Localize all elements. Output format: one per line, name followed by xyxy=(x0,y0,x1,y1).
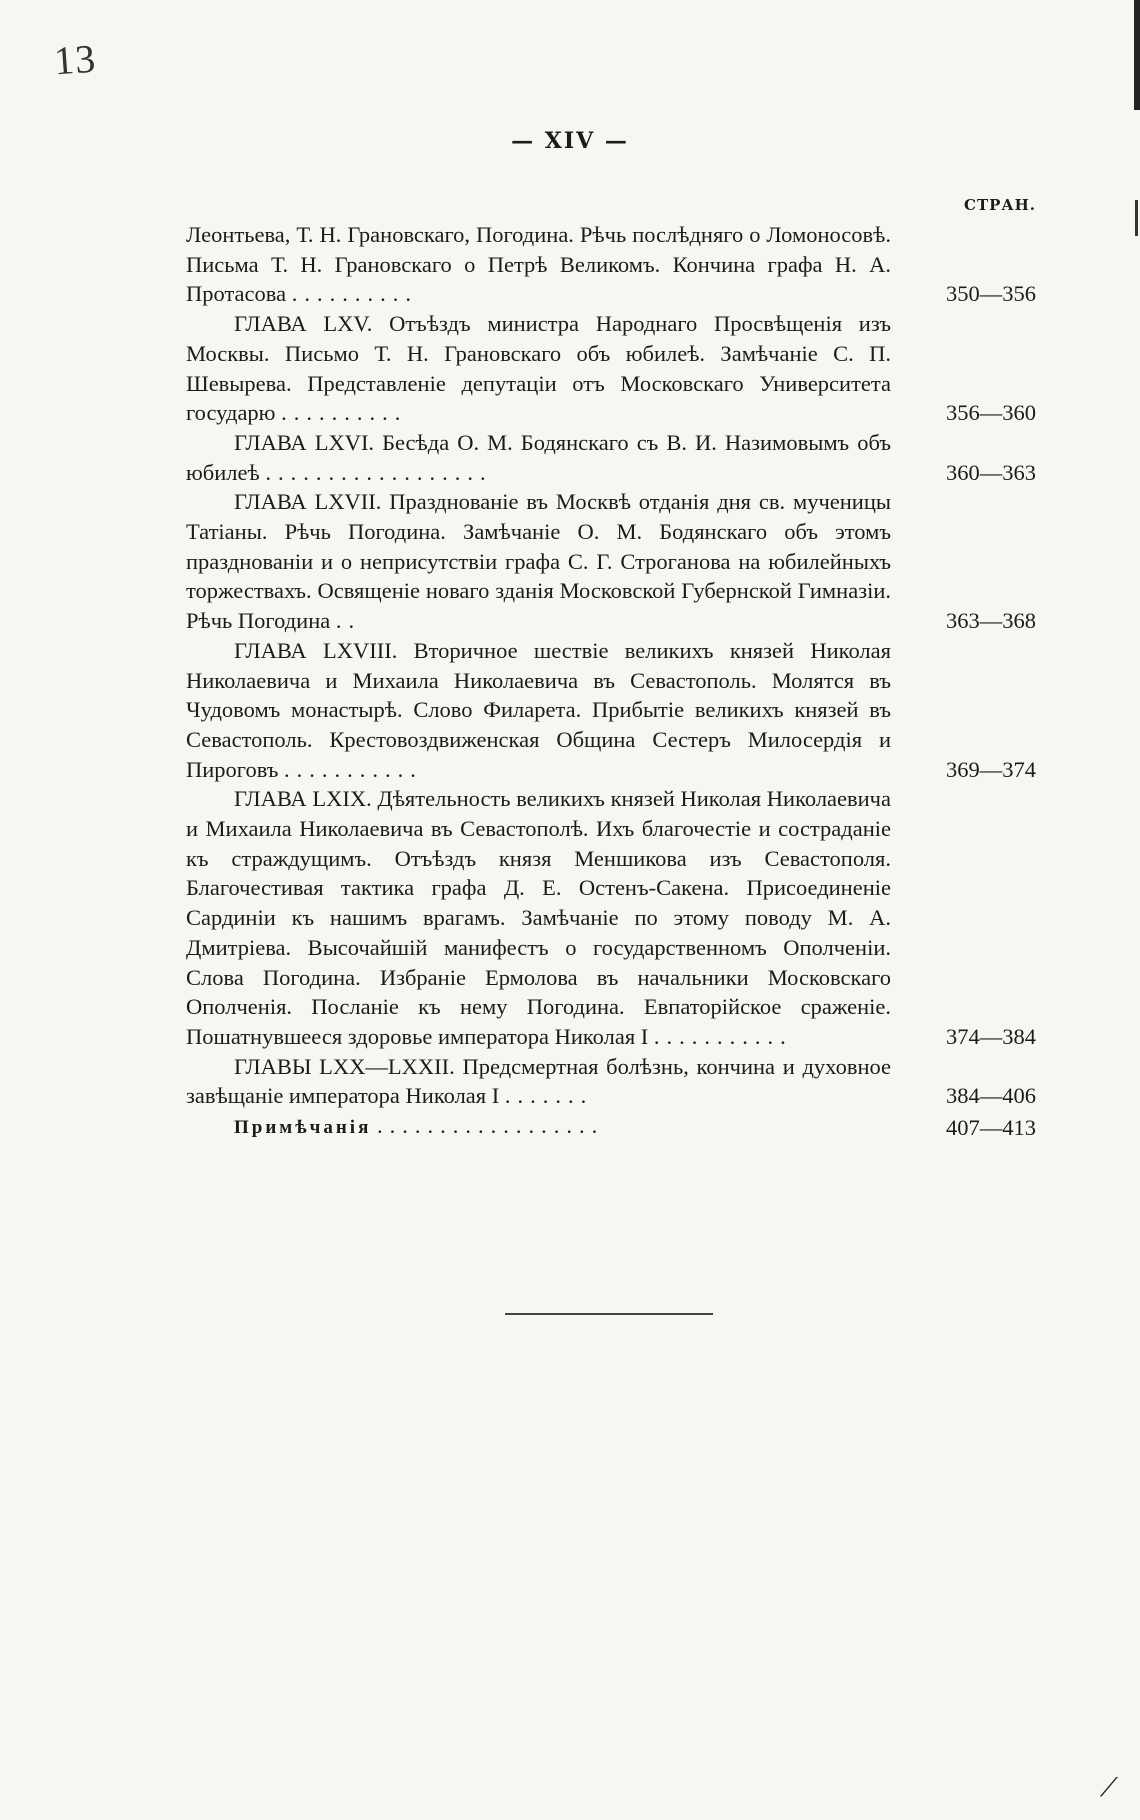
toc-entry-pages: 356—360 xyxy=(946,400,1036,426)
leader-dots: .. xyxy=(335,608,362,634)
toc-entry-pages: 350—356 xyxy=(946,281,1036,307)
toc-entry-text: Примѣчанія xyxy=(234,1117,372,1139)
toc-entry xyxy=(186,1052,1036,1111)
scan-edge-shadow xyxy=(1130,0,1140,110)
toc-entry-text: ГЛАВА LXV. Отъѣздъ министра Народнаго Просвѣщенія изъ Москвы. Письмо Т. Н. Грановскаго объ юбилеѣ. Замѣчаніе С. П. Шевырева. Представленіе депутаціи отъ Московскаго Университета государю xyxy=(186,311,891,426)
table-of-contents xyxy=(186,220,1036,1143)
leader-dots: ........... xyxy=(653,1023,793,1049)
toc-entry-pages: 360—363 xyxy=(946,459,1036,485)
toc-entry-text: Леонтьева, Т. Н. Грановскаго, Погодина. Рѣчь послѣдняго о Ломоносовѣ. Письма Т. Н. Грановскаго о Петрѣ Великомъ. Кончина графа Н. А. Протасова xyxy=(186,222,891,307)
leader-dots: .......... xyxy=(291,281,418,307)
leader-dots: ........... xyxy=(284,756,423,782)
toc-entry-pages: 363—368 xyxy=(946,608,1036,634)
toc-entry xyxy=(186,636,1036,785)
toc-entry xyxy=(186,784,1036,1051)
leader-dots: .................. xyxy=(265,459,493,485)
toc-entry-text: ГЛАВА LXVI. Бесѣда О. М. Бодянскаго съ В. И. Назимовымъ объ юбилеѣ xyxy=(186,429,891,485)
toc-entry xyxy=(186,487,1036,636)
toc-entry-text: ГЛАВА LXVIII. Вторичное шествіе великихъ князей Николая Николаевича и Михаила Николаевича въ Севастополь. Молятся въ Чудовомъ монастырѣ. Слово Филарета. Прибытіе великихъ князей въ Севастополь. Крестовоздвиженская Община Сестеръ Милосердія и Пироговъ xyxy=(186,637,891,782)
scan-corner-mark: ⟋ xyxy=(1099,1773,1118,1803)
handwritten-page-number: 13 xyxy=(52,35,98,84)
leader-dots: ....... xyxy=(504,1083,594,1109)
toc-entry-text: ГЛАВЫ LXX—LXXII. Предсмертная болѣзнь, кончина и духовное завѣщаніе императора Николая I xyxy=(186,1053,891,1109)
toc-entry-pages: 407—413 xyxy=(946,1115,1036,1141)
toc-entry-pages: 369—374 xyxy=(946,756,1036,782)
toc-entry-text: ГЛАВА LXIX. Дѣятельность великихъ князей Николая Николаевича и Михаила Николаевича въ Севастополѣ. Ихъ благочестіе и состраданіе къ страждущимъ. Отъѣздъ князя Меншикова изъ Севастополя. Благочестивая тактика графа Д. Е. Остенъ-Сакена. Присоединеніе Сардиніи къ нашимъ врагамъ. Замѣчаніе по этому поводу М. А. Дмитріева. Высочайшій манифестъ о государственномъ Ополченіи. Слова Погодина. Избраніе Ермолова въ начальники Московскаго Ополченія. Посланіе къ нему Погодина. Евпаторійское сраженіе. Пошатнувшееся здоровье императора Николая I xyxy=(186,786,891,1049)
leader-dots: .......... xyxy=(281,400,408,426)
leader-dots: .................. xyxy=(376,1113,605,1139)
toc-entry-text: ГЛАВА LXVII. Празднованіе въ Москвѣ отданія дня св. мученицы Татіаны. Рѣчь Погодина. Замѣчаніе О. М. Бодянскаго объ этомъ празднованіи и о неприсутствіи графа С. Г. Строганова на юбилейныхъ торжествахъ. Освященіе новаго зданія Московской Губернской Гимназіи. Рѣчь Погодина xyxy=(186,489,891,634)
closing-rule xyxy=(505,1313,713,1315)
scan-edge-mark xyxy=(1135,200,1138,236)
toc-entry xyxy=(186,309,1036,428)
toc-entry xyxy=(186,428,1036,487)
toc-entry xyxy=(186,1111,1036,1143)
toc-entry-pages: 384—406 xyxy=(946,1083,1036,1109)
running-head: — XIV — xyxy=(511,128,629,154)
toc-entry-pages: 374—384 xyxy=(946,1023,1036,1049)
toc-entry xyxy=(186,220,1036,309)
page-column-header: СТРАН. xyxy=(964,196,1036,214)
